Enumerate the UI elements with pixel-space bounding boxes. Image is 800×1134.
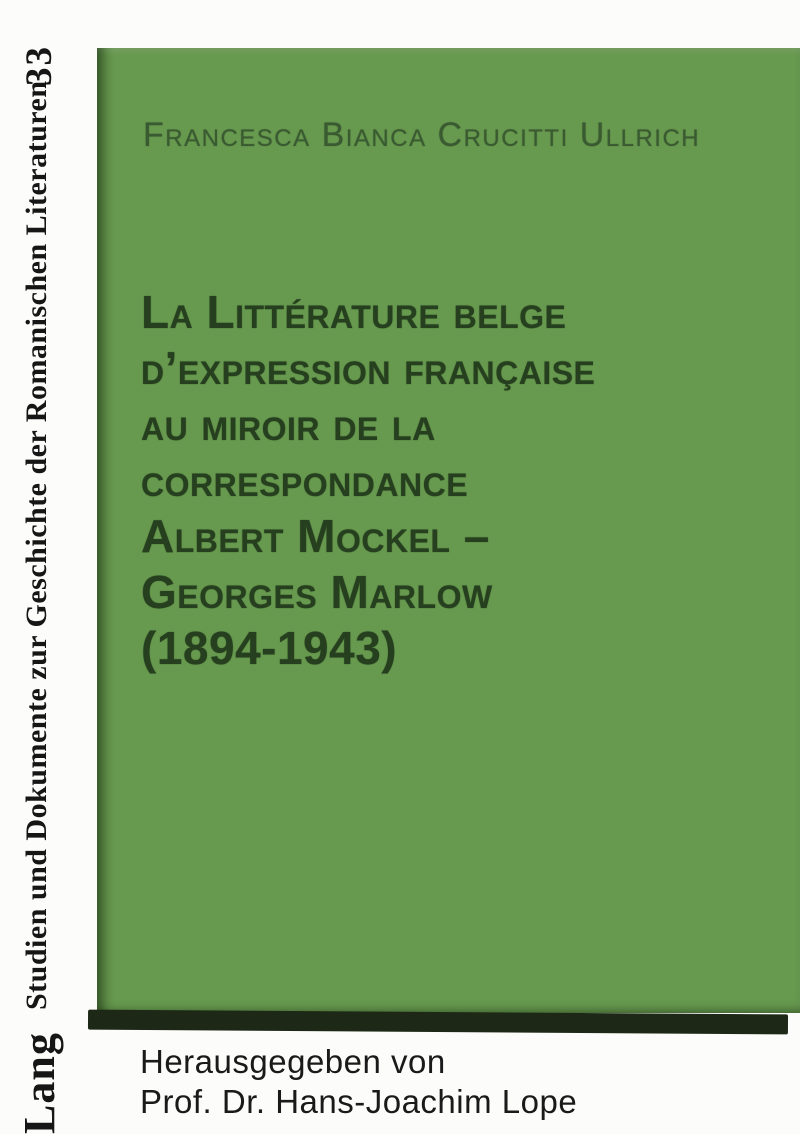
title-line: correspondance bbox=[141, 454, 469, 506]
title-line: d’expression française bbox=[141, 342, 596, 394]
editor-credit bbox=[140, 1042, 577, 1122]
book-cover bbox=[97, 48, 800, 1013]
series-number: 33 bbox=[19, 45, 60, 86]
book-title bbox=[141, 284, 595, 676]
editor-credit-line1: Herausgegeben von bbox=[140, 1043, 446, 1080]
editor-credit-line2: Prof. Dr. Hans-Joachim Lope bbox=[140, 1083, 578, 1120]
title-line: Georges Marlow bbox=[141, 566, 493, 618]
title-line: au miroir de la bbox=[141, 398, 436, 450]
cover-bottom-shadow bbox=[88, 1010, 788, 1035]
title-line: (1894-1943) bbox=[141, 622, 398, 674]
publisher-name-vertical: Lang bbox=[15, 1032, 64, 1134]
title-line: La Littérature belge bbox=[141, 286, 567, 338]
author-name: Francesca Bianca Crucitti Ullrich bbox=[143, 116, 701, 154]
title-line: Albert Mockel – bbox=[141, 510, 490, 562]
series-title-vertical: Studien und Dokumente zur Geschichte der Romanischen Literaturen bbox=[20, 80, 53, 1010]
